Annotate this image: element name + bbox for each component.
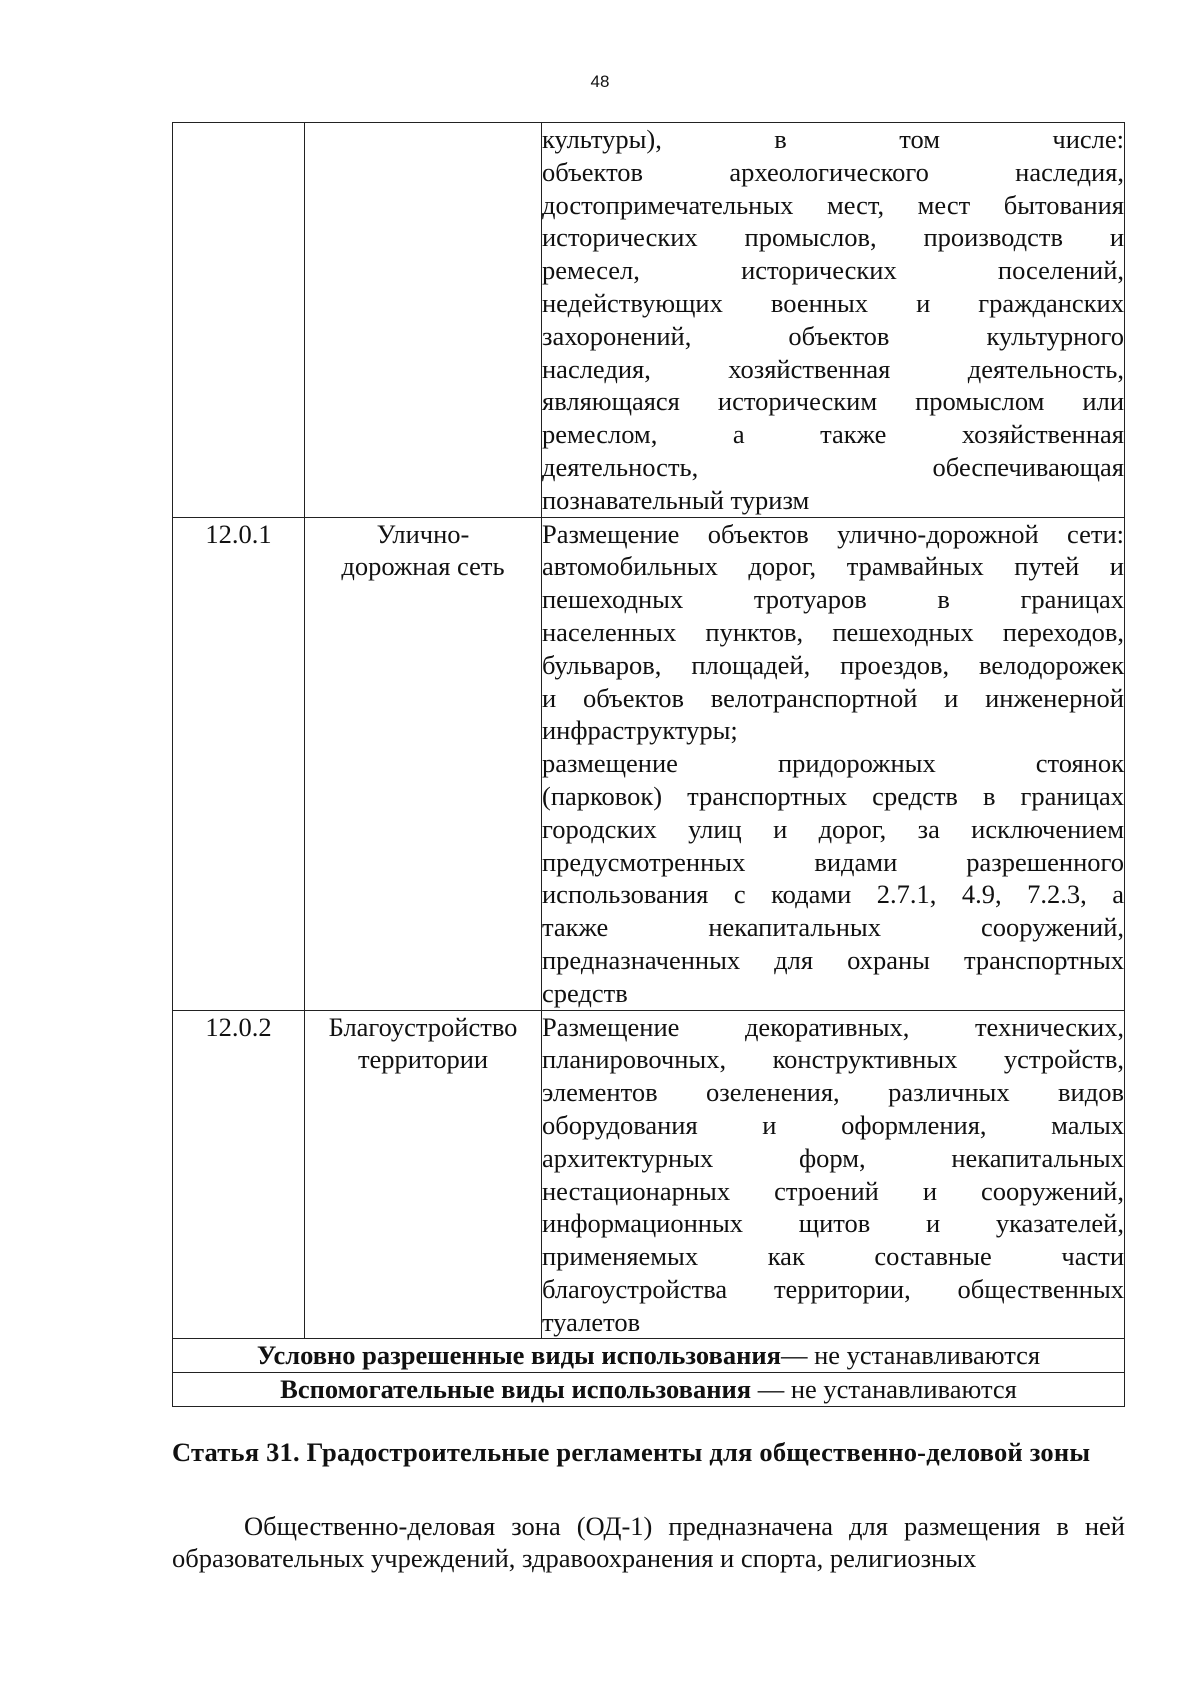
table-row [173,517,1125,1010]
code-cell [173,123,305,518]
auxiliary-uses-label: Вспомогательные виды использования [280,1374,752,1405]
table-row [173,1010,1125,1339]
table-row [173,1339,1125,1373]
description-cell [542,517,1125,1010]
description-line: планировочных, конструктивных устройств, [542,1044,1124,1075]
description-line: использования с кодами 2.7.1, 4.9, 7.2.3, а [542,879,1124,910]
description-line: недействующих военных и гражданских [542,287,1124,318]
name-cell [305,517,542,1010]
description-line: размещение придорожных стоянок [542,748,1124,779]
description-line: исторических промыслов, производств и [542,222,1124,253]
description-line: автомобильных дорог, трамвайных путей и [542,551,1124,582]
auxiliary-uses-value: — не устанавливаются [751,1374,1017,1405]
description-line: предназначенных для охраны транспортных [542,944,1124,975]
description-line: благоустройства территории, общественных [542,1273,1124,1304]
name-line: Благоустройство [328,1011,518,1042]
description-line: культуры), в том числе: [542,124,1124,154]
description-line: захоронений, объектов культурного [542,320,1124,351]
description-line: также некапитальных сооружений, [542,912,1124,943]
description-line: городских улиц и дорог, за исключением [542,813,1124,844]
description-line: ремеслом, а также хозяйственная [542,419,1124,450]
description-line: применяемых как составные части [542,1241,1124,1272]
article-paragraph [172,1510,1125,1574]
article-title: Статья 31. Градостроительные регламенты для общественно-деловой зоны [172,1437,1091,1467]
description-line: являющаяся историческим промыслом или [542,386,1124,417]
name-line: Улично- [376,518,470,549]
table-row [173,1373,1125,1407]
description-line: познавательный туризм [542,484,810,515]
description-line: объектов археологического наследия, [542,156,1124,187]
description-line: оборудования и оформления, малых [542,1109,1124,1140]
description-line: нестационарных строений и сооружений, [542,1175,1124,1206]
description-line: элементов озеленения, различных видов [542,1077,1124,1108]
description-line: инфраструктуры; [542,715,738,746]
conditional-uses-value: — не устанавливаются [780,1340,1041,1371]
description-cell [542,1010,1125,1339]
description-line: населенных пунктов, пешеходных переходов, [542,616,1124,647]
article-paragraph-text: Общественно-деловая зона (ОД-1) предназначена для размещения в ней образовательных учреждений, здравоохранения и спорта, религиозных [172,1511,1125,1573]
conditional-uses-label: Условно разрешенные виды использования [256,1340,781,1371]
name-line: территории [357,1044,489,1075]
name-cell [305,123,542,518]
description-line: деятельность, обеспечивающая [542,451,1124,482]
description-line: пешеходных тротуаров в границах [542,584,1124,615]
name-line: дорожная сеть [341,551,505,582]
table-row [173,123,1125,518]
description-line: предусмотренных видами разрешенного [542,846,1124,877]
description-cell [542,123,1125,518]
description-line: средств [542,977,628,1008]
description-line: архитектурных форм, некапитальных [542,1142,1124,1173]
description-line: информационных щитов и указателей, [542,1208,1124,1239]
description-line: (парковок) транспортных средств в границах [542,780,1124,811]
code-cell: 12.0.2 [173,1010,305,1339]
code-cell: 12.0.1 [173,517,305,1010]
regulations-table [172,122,1125,1407]
description-line: туалетов [542,1306,641,1337]
name-cell [305,1010,542,1339]
description-line: Размещение декоративных, технических, [542,1011,1124,1042]
description-line: и объектов велотранспортной и инженерной [542,682,1124,713]
page-number: 48 [590,72,610,91]
conditional-uses-row [173,1339,1125,1373]
description-line: бульваров, площадей, проездов, велодорожек [542,649,1124,680]
auxiliary-uses-row [173,1373,1125,1407]
description-line: достопримечательных мест, мест бытования [542,189,1124,220]
description-line: ремесел, исторических поселений, [542,255,1124,286]
description-line: наследия, хозяйственная деятельность, [542,353,1124,384]
description-line: Размещение объектов улично-дорожной сети: [542,518,1124,549]
